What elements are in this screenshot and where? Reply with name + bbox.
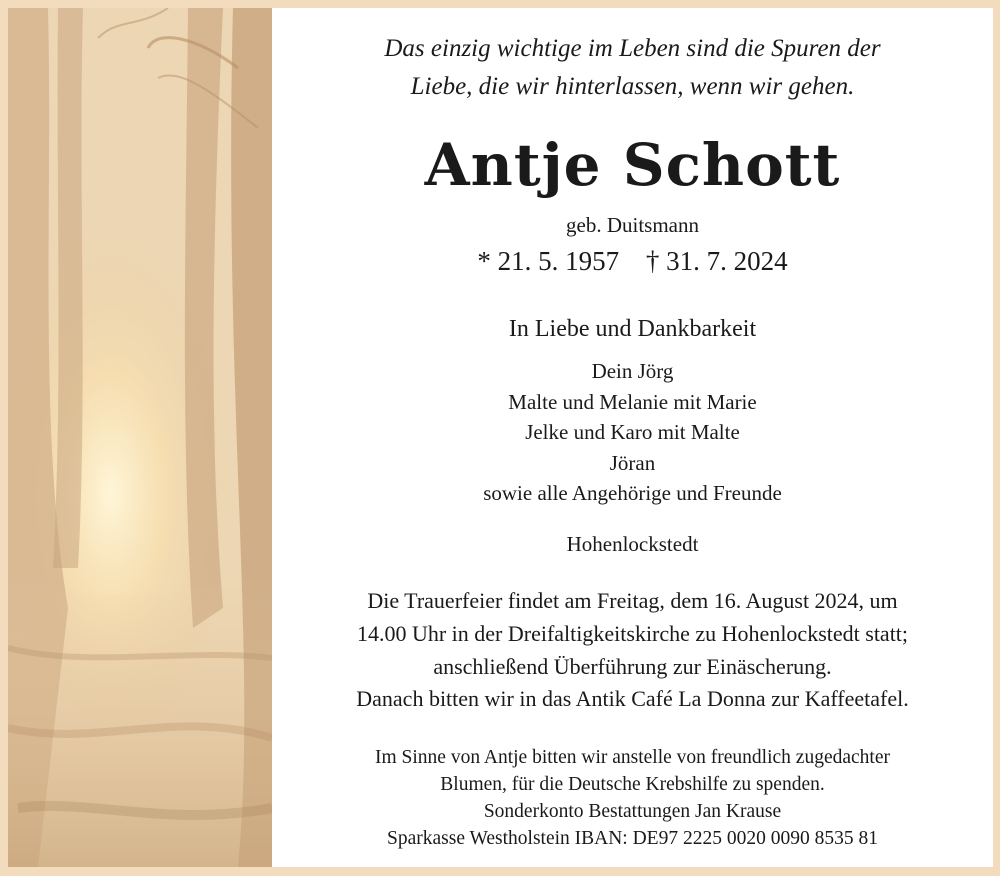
birth-date: * 21. 5. 1957 xyxy=(477,246,620,276)
place-name: Hohenlockstedt xyxy=(566,532,699,556)
notice-card xyxy=(8,8,993,867)
bank-details: Sparkasse Westholstein IBAN: DE97 2225 0020 0090 8535 81 xyxy=(387,828,878,849)
donation-line: Im Sinne von Antje bitten wir anstelle von freundlich zugedachter xyxy=(375,747,890,768)
service-line: Die Trauerfeier findet am Freitag, dem 16. August 2024, um xyxy=(367,588,898,613)
service-info xyxy=(272,584,993,683)
mourner-line: Jöran xyxy=(609,450,656,475)
forest-illustration xyxy=(8,8,272,867)
quote-line: Liebe, die wir hinterlassen, wenn wir gehen. xyxy=(410,73,855,100)
forest-path-image xyxy=(8,8,272,867)
deceased-name: Antje Schott xyxy=(424,131,841,199)
service-line: 14.00 Uhr in der Dreifaltigkeitskirche zu Hohenlockstedt statt; xyxy=(356,621,909,646)
donation-line: Blumen, für die Deutsche Krebshilfe zu spenden. xyxy=(440,774,825,795)
donation-line: Sonderkonto Bestattungen Jan Krause xyxy=(483,801,782,822)
life-dates xyxy=(272,244,993,278)
mourners-heading: In Liebe und Dankbarkeit xyxy=(508,316,757,342)
service-line: anschließend Überführung zur Einäscherung. xyxy=(433,654,832,679)
mourners-list xyxy=(272,356,993,509)
birth-name: geb. Duitsmann xyxy=(566,213,699,237)
mourner-line: sowie alle Angehörige und Freunde xyxy=(483,481,782,506)
mourner-line: Malte und Melanie mit Marie xyxy=(508,389,757,414)
coffee-invitation: Danach bitten wir in das Antik Café La Donna zur Kaffeetafel. xyxy=(356,686,909,711)
quote-line: Das einzig wichtige im Leben sind die Spuren der xyxy=(384,35,881,62)
memorial-quote xyxy=(272,30,993,106)
notice-text xyxy=(272,8,993,867)
mourner-line: Jelke und Karo mit Malte xyxy=(525,420,740,445)
death-date: † 31. 7. 2024 xyxy=(645,246,788,276)
donation-request xyxy=(272,744,993,852)
mourner-line: Dein Jörg xyxy=(591,359,674,383)
